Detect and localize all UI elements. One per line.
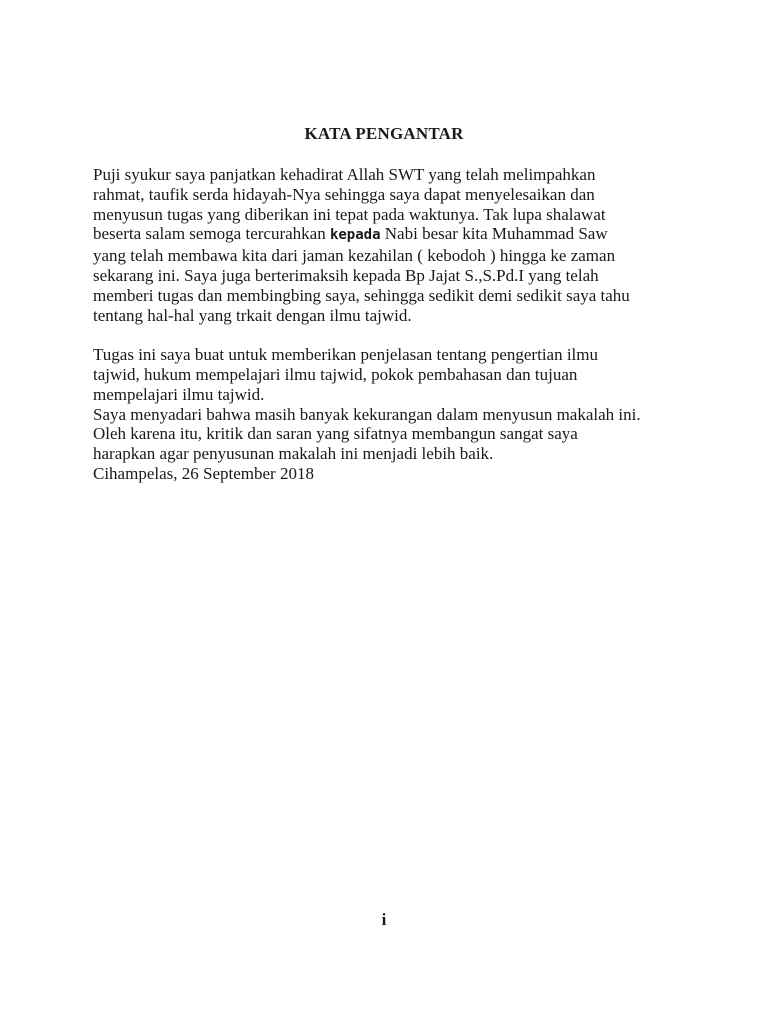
paragraph-spacer [93,325,693,345]
text-segment: beserta salam semoga tercurahkan [93,224,330,244]
paragraph-2-line: harapkan agar penyusunan makalah ini menjadi lebih baik. [93,444,494,464]
document-body [93,165,693,484]
page-title: KATA PENGANTAR [304,124,464,143]
paragraph-1-line: yang telah membawa kita dari jaman kezahilan ( kebodoh ) hingga ke zaman [93,246,616,266]
paragraph-2-line: Saya menyadari bahwa masih banyak kekurangan dalam menyusun makalah ini. [93,404,641,424]
monospace-word: kepada [329,227,381,244]
paragraph-1-line: tentang hal-hal yang trkait dengan ilmu tajwid. [93,305,412,325]
paragraph-2-line: Tugas ini saya buat untuk memberikan penjelasan tentang pengertian ilmu [93,345,599,365]
paragraph-1-line: Puji syukur saya panjatkan kehadirat Allah SWT yang telah melimpahkan [93,165,596,184]
paragraph-2-line: Oleh karena itu, kritik dan saran yang sifatnya membangun sangat saya [93,424,578,444]
paragraph-1-line [93,224,693,246]
paragraph-2-line: mempelajari ilmu tajwid. [93,384,265,404]
paragraph-1-line: rahmat, taufik serda hidayah-Nya sehingga saya dapat menyelesaikan dan [93,184,595,204]
paragraph-1-line: memberi tugas dan membingbing saya, sehingga sedikit demi sedikit saya tahu [93,285,630,305]
text-segment: Nabi besar kita Muhammad Saw [380,224,608,244]
date-place-line: Cihampelas, 26 September 2018 [93,463,314,483]
paragraph-1-line: menyusun tugas yang diberikan ini tepat pada waktunya. Tak lupa shalawat [93,204,606,224]
page-number: i [381,910,387,929]
paragraph-2-line: tajwid, hukum mempelajari ilmu tajwid, pokok pembahasan dan tujuan [93,364,578,384]
paragraph-1-line: sekarang ini. Saya juga berterimaksih kepada Bp Jajat S.,S.Pd.I yang telah [93,265,599,285]
